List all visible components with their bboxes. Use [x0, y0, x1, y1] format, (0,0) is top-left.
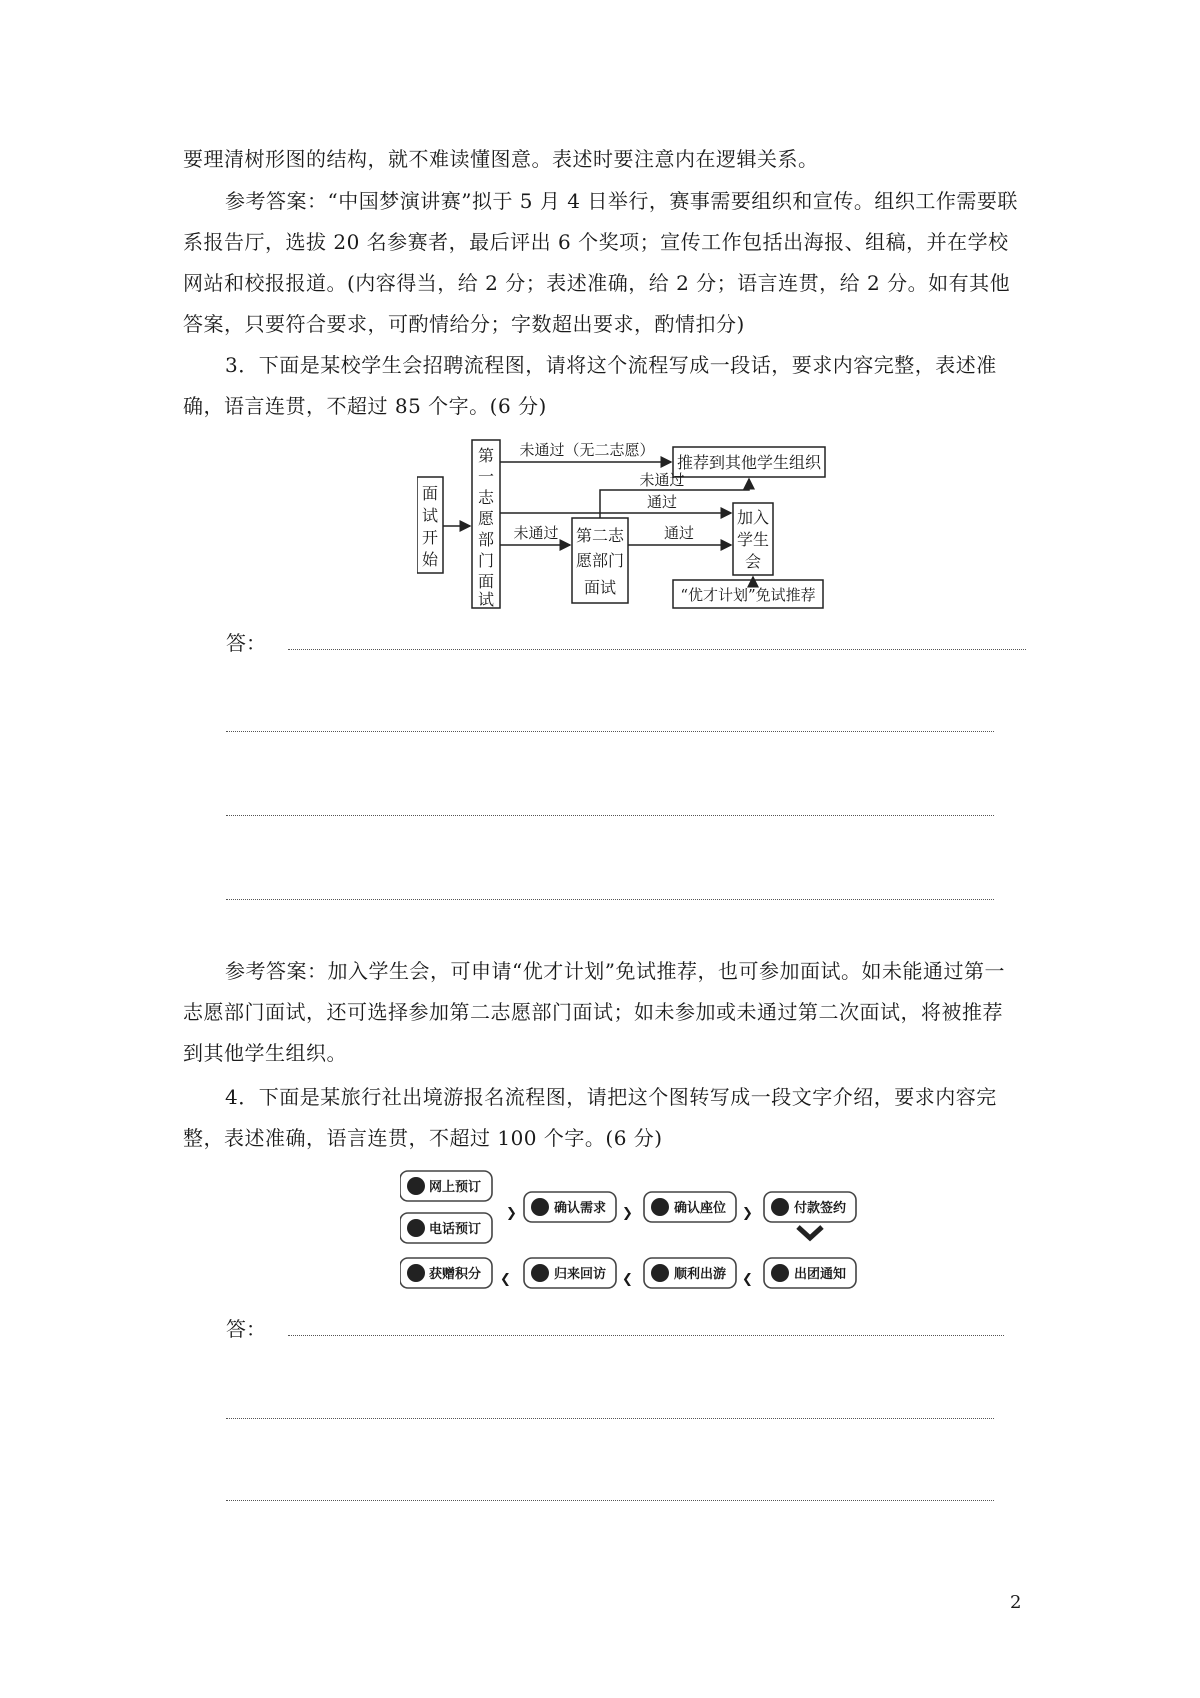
check-icon [531, 1198, 549, 1216]
step-group-notice [764, 1258, 856, 1288]
step-smooth-trip [644, 1258, 736, 1288]
join-line-1: 加入 [736, 508, 770, 527]
answer-line[interactable] [288, 1335, 1004, 1336]
list-icon [531, 1264, 549, 1282]
page-number: 2 [1010, 1592, 1022, 1613]
first-char-7: 面 [477, 572, 495, 591]
edge-pass-first: 通过 [646, 493, 678, 511]
chevron-left-icon: ❮ [500, 1272, 511, 1287]
step-return-visit [524, 1258, 616, 1288]
answer-line[interactable] [226, 1418, 994, 1419]
edge-fail-no-second: 未通过（无二志愿） [519, 441, 655, 459]
plane-icon [651, 1264, 669, 1282]
answer-line[interactable] [226, 731, 994, 732]
first-char-1: 第 [477, 446, 495, 465]
answer-label-4: 答： [226, 1317, 266, 1341]
recruitment-flowchart [417, 435, 847, 613]
first-char-3: 志 [477, 488, 495, 507]
start-char-2: 试 [421, 506, 439, 525]
reference-answer-3: 参考答案：加入学生会，可申请“优才计划”免试推荐，也可参加面试。如未能通过第一志愿部门面试，还可选择参加第二志愿部门面试；如未参加或未通过第二次面试，将被推荐到其他学生组织。 [183, 959, 1005, 1065]
reference-answer-2: 参考答案：“中国梦演讲赛”拟于 5 月 4 日举行，赛事需要组织和宣传。组织工作需要联系报告厅，选拔 20 名参赛者，最后评出 6 个奖项；宣传工作包括出海报、组稿，并在学校网站和校报报道。(内容得当，给 2 分；表述准确，给 2 分；语言连贯，给 2 分。如有其他答案，只要符合要求，可酌情给分；字数超出要求，酌情扣分) [183, 189, 1018, 336]
step-phone-booking [400, 1213, 492, 1243]
chevron-left-icon: ❮ [742, 1272, 753, 1287]
answer-line[interactable] [288, 649, 1026, 650]
svg-text:网上预订: 网上预订 [428, 1180, 482, 1195]
start-char-4: 始 [421, 550, 439, 569]
hand-icon [407, 1177, 425, 1195]
step-online-booking [400, 1171, 492, 1201]
gift-icon [407, 1264, 425, 1282]
start-char-1: 面 [421, 484, 439, 503]
chevron-right-icon: ❯ [742, 1206, 753, 1221]
first-char-8: 试 [477, 590, 495, 609]
answer-line[interactable] [226, 899, 994, 900]
second-line-3: 面试 [583, 578, 617, 597]
paragraph-intro: 要理清树形图的结构，就不难读懂图意。表述时要注意内在逻辑关系。 [183, 147, 819, 171]
edge-fail-first: 未通过 [513, 524, 559, 542]
question-4: 4．下面是某旅行社出境游报名流程图，请把这个图转写成一段文字介绍，要求内容完整，表述准确，语言连贯，不超过 100 个字。(6 分) [183, 1085, 997, 1150]
step-confirm-seat [644, 1192, 736, 1222]
speaker-icon [771, 1264, 789, 1282]
travel-signup-flowchart [400, 1163, 860, 1303]
step-pay-sign [764, 1192, 856, 1222]
phone-icon [407, 1219, 425, 1237]
seat-icon [651, 1198, 669, 1216]
svg-text:出团通知: 出团通知 [793, 1267, 847, 1282]
first-char-2: 一 [477, 467, 495, 486]
recommend-other-label: 推荐到其他学生组织 [676, 453, 822, 472]
chevron-down-icon [798, 1227, 822, 1238]
svg-text:确认需求: 确认需求 [553, 1201, 607, 1216]
second-line-2: 愿部门 [575, 551, 625, 570]
svg-text:电话预订: 电话预订 [428, 1222, 482, 1237]
join-line-2: 学生 [736, 530, 770, 549]
step-confirm-needs [524, 1192, 616, 1222]
join-line-3: 会 [744, 552, 762, 571]
start-char-3: 开 [421, 528, 439, 547]
answer-label-3: 答： [226, 631, 266, 655]
svg-text:确认座位: 确认座位 [673, 1201, 727, 1216]
first-char-4: 愿 [477, 509, 495, 528]
question-3: 3．下面是某校学生会招聘流程图，请将这个流程写成一段话，要求内容完整，表述准确，语言连贯，不超过 85 个字。(6 分) [183, 353, 997, 418]
answer-line[interactable] [226, 1500, 994, 1501]
second-line-1: 第二志 [575, 526, 625, 545]
answer-line[interactable] [226, 815, 994, 816]
yen-icon [771, 1198, 789, 1216]
talent-plan-label: “优才计划”免试推荐 [680, 586, 816, 604]
edge-fail-second: 未通过 [639, 471, 685, 489]
edge-pass-second: 通过 [663, 524, 695, 542]
chevron-right-icon: ❯ [622, 1206, 633, 1221]
svg-text:归来回访: 归来回访 [553, 1267, 607, 1282]
svg-text:获赠积分: 获赠积分 [428, 1267, 482, 1282]
svg-text:付款签约: 付款签约 [793, 1201, 847, 1216]
chevron-right-icon: ❯ [506, 1206, 517, 1221]
chevron-left-icon: ❮ [622, 1272, 633, 1287]
svg-text:顺利出游: 顺利出游 [673, 1267, 727, 1282]
first-char-6: 门 [477, 551, 495, 570]
first-char-5: 部 [477, 530, 495, 549]
step-reward-points [400, 1258, 492, 1288]
